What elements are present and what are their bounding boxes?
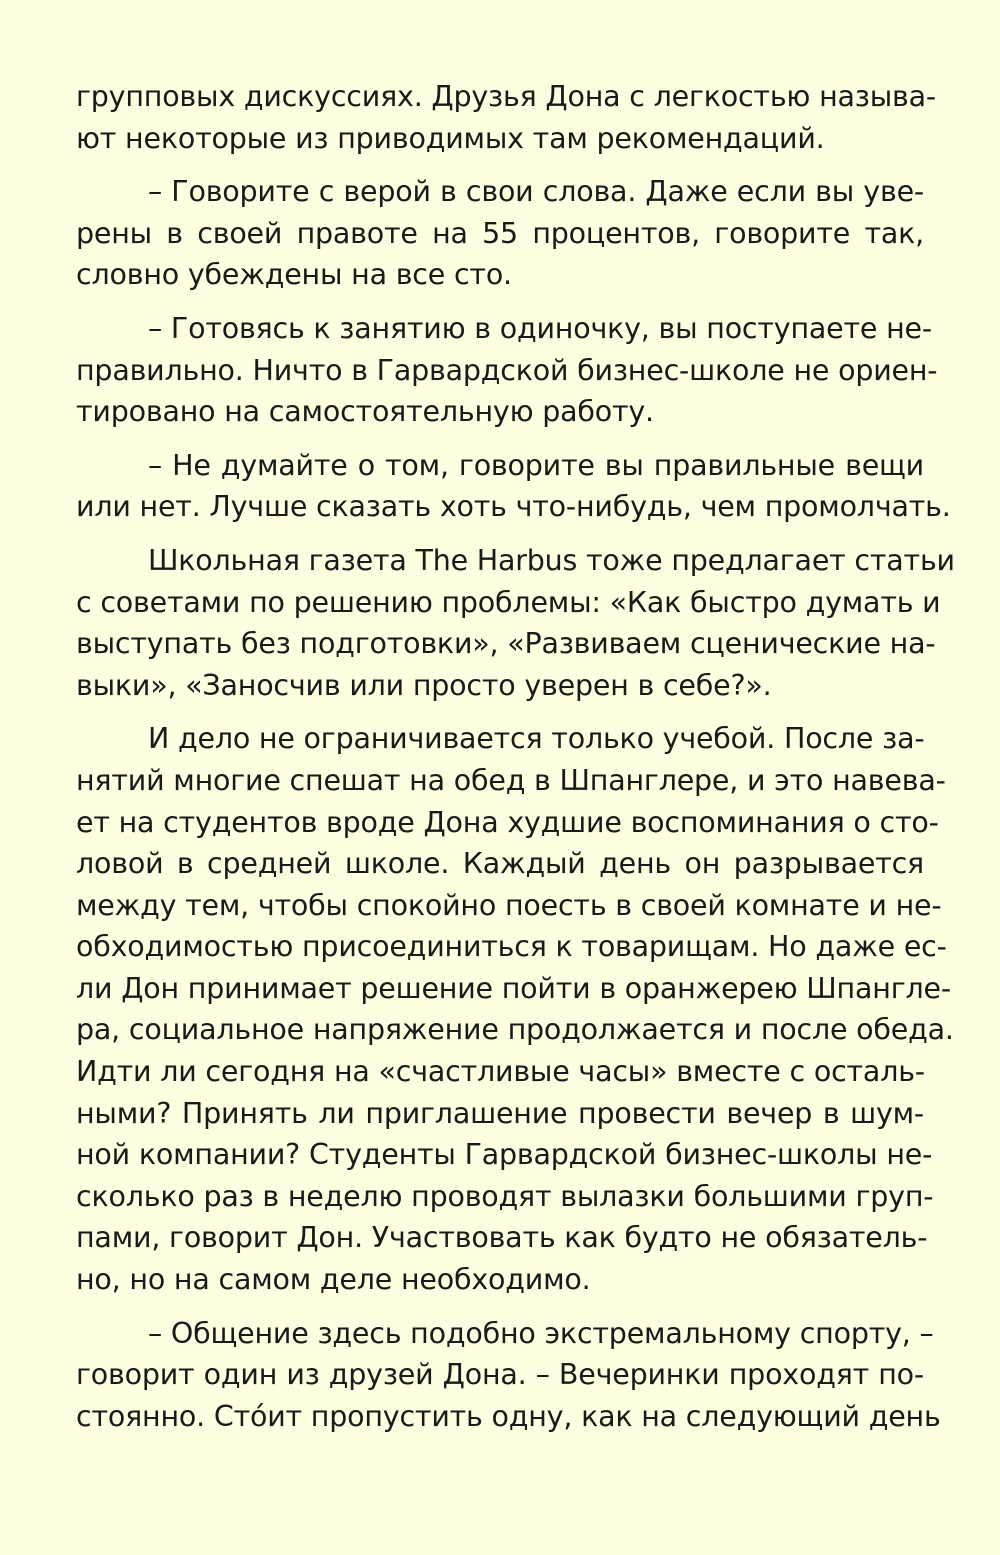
text-line: словно убеждены на все сто.: [76, 258, 512, 292]
text-line: выступать без подготовки», «Развиваем сценические на-: [76, 627, 936, 661]
text-line: обходимостью присоединиться к товарищам. Но даже ес-: [76, 930, 947, 964]
text-line: выки», «Заносчив или просто уверен в себе?».: [76, 668, 772, 702]
text-line: нятий многие спешат на обед в Шпанглере, и это навева-: [76, 763, 946, 797]
text-line: ет на студентов вроде Дона худшие воспоминания о сто-: [76, 805, 939, 839]
paragraph: [76, 171, 924, 296]
text-line: рены в своей правоте на 55 процентов, говорите так,: [76, 216, 924, 250]
text-line: с советами по решению проблемы: «Как быстро думать и: [76, 585, 941, 619]
text-line: групповых дискуссиях. Друзья Дона с легкостью называ-: [76, 80, 936, 113]
text-line: – Говорите с верой в свои слова. Даже если вы уве-: [148, 175, 924, 209]
paragraph: [76, 540, 955, 706]
paragraph: [76, 718, 954, 1300]
text-line: тировано на самостоятельную работу.: [76, 395, 654, 429]
paragraph: [76, 445, 951, 528]
text-line: пами, говорит Дон. Участвовать как будто не обязатель-: [76, 1221, 928, 1255]
text-line: ют некоторые из приводимых там рекомендаций.: [76, 121, 825, 155]
text-line: стоянно. Стóит пропустить одну, как на следующий день: [76, 1399, 941, 1433]
text-line: ра, социальное напряжение продолжается и после обеда.: [76, 1013, 954, 1047]
text-line: Школьная газета The Harbus тоже предлагает статьи: [148, 543, 955, 577]
paragraph: [76, 1313, 941, 1438]
paragraph: [76, 308, 938, 433]
text-line: между тем, чтобы спокойно поесть в своей комнате и не-: [76, 888, 942, 922]
text-line: ловой в средней школе. Каждый день он разрывается: [76, 847, 924, 881]
text-line: – Общение здесь подобно экстремальному спорту, –: [148, 1316, 934, 1350]
text-line: или нет. Лучше сказать хоть что-нибудь, чем промолчать.: [76, 490, 951, 524]
text-line: говорит один из друзей Дона. – Вечеринки проходят по-: [76, 1358, 924, 1392]
text-line: сколько раз в неделю проводят вылазки большими груп-: [76, 1179, 934, 1213]
text-line: Идти ли сегодня на «счастливые часы» вместе с осталь-: [76, 1055, 925, 1089]
text-line: ной компании? Студенты Гарвардской бизнес-школы не-: [76, 1138, 933, 1172]
text-line: ными? Принять ли приглашение провести вечер в шум-: [76, 1096, 924, 1130]
text-line: И дело не ограничивается только учебой. После за-: [148, 722, 925, 756]
text-line: – Готовясь к занятию в одиночку, вы поступаете не-: [148, 311, 932, 345]
text-line: но, но на самом деле необходимо.: [76, 1263, 591, 1297]
paragraph: [76, 76, 936, 159]
text-line: ли Дон принимает решение пойти в оранжерею Шпангле-: [76, 971, 951, 1005]
text-line: правильно. Ничто в Гарвардской бизнес-школе не ориен-: [76, 353, 938, 387]
text-line: – Не думайте о том, говорите вы правильные вещи: [148, 448, 924, 482]
